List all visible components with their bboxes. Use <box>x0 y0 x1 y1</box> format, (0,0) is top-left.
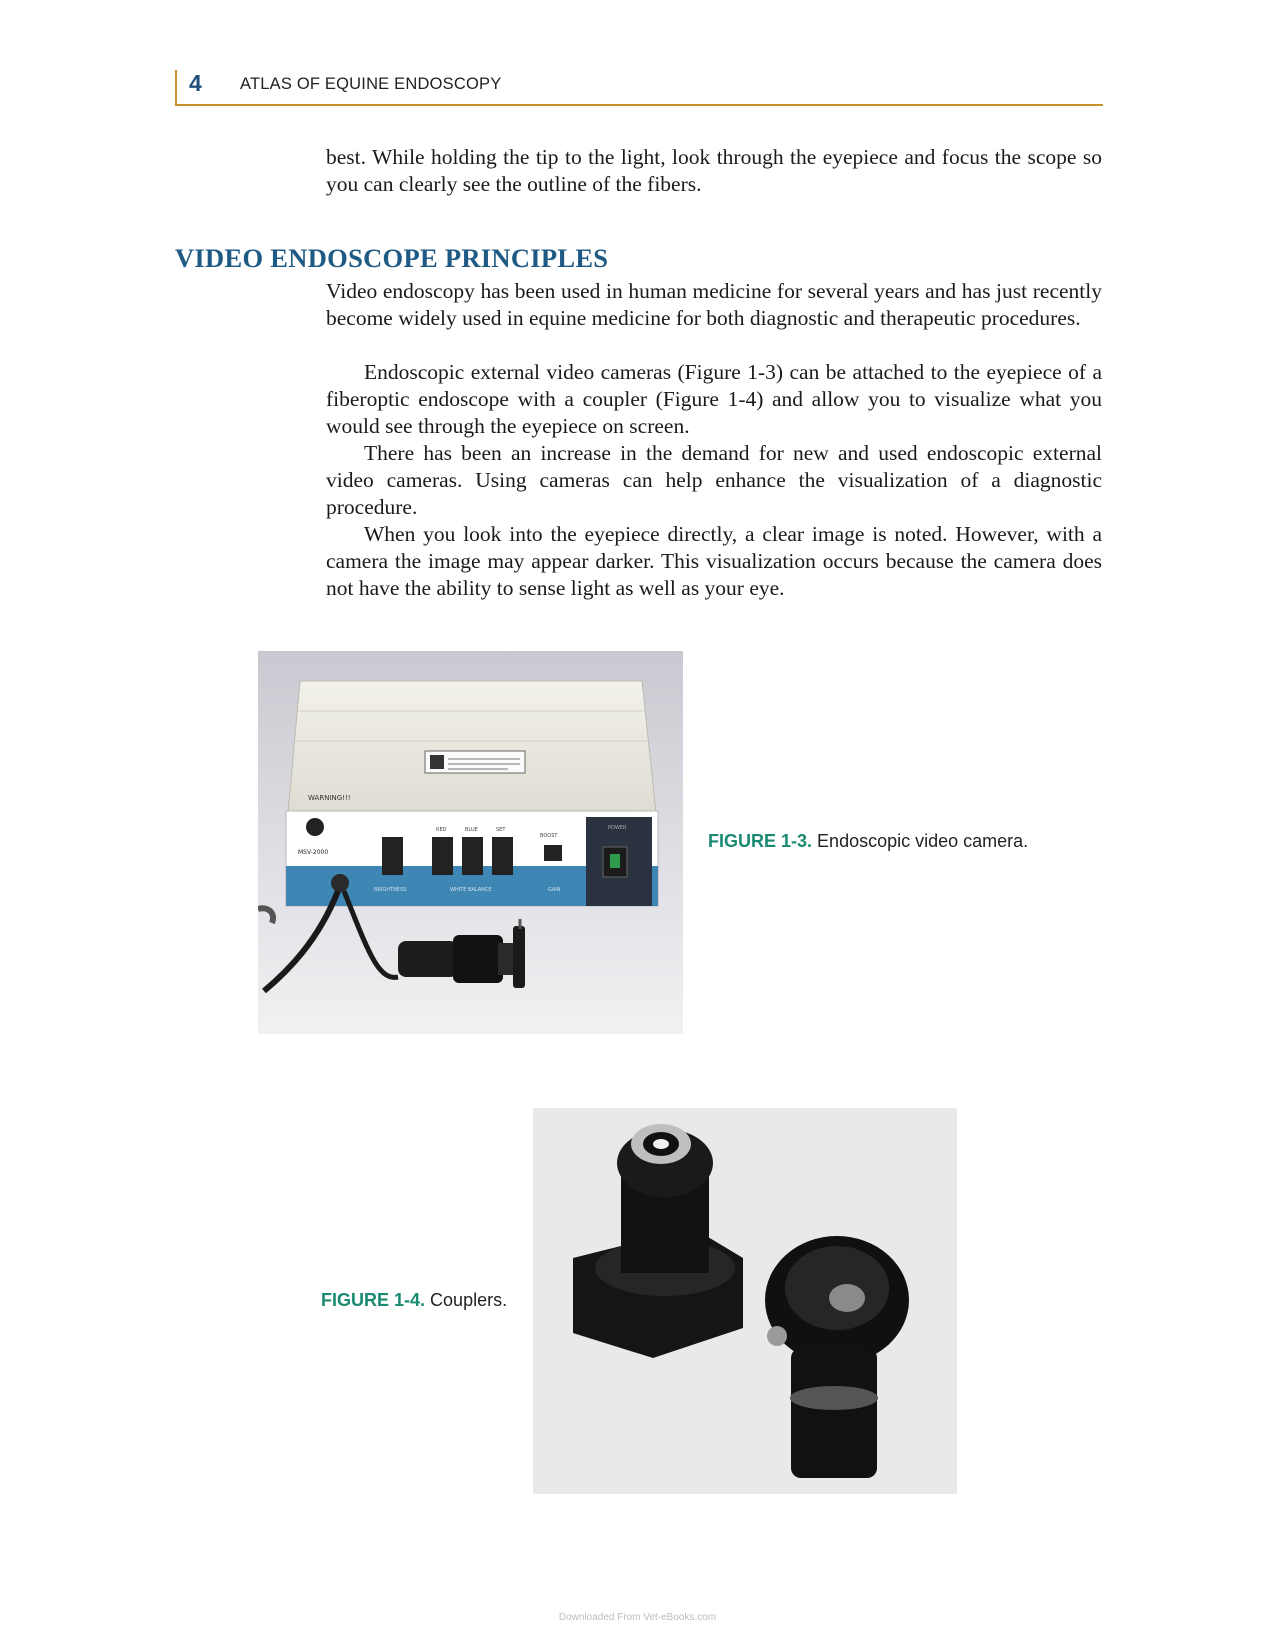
body-paragraph: When you look into the eyepiece directly, a clear image is noted. However, with a camera the image may appear darker. This visualization occurs because the camera does not have the ability to sense light as well as your eye. <box>326 522 1102 600</box>
svg-text:BOOST: BOOST <box>540 833 558 839</box>
svg-text:BLUE: BLUE <box>465 827 478 833</box>
svg-text:RED: RED <box>436 827 447 833</box>
figure-1-4-caption <box>321 1290 507 1311</box>
page-number: 4 <box>189 70 202 96</box>
svg-text:GAIN: GAIN <box>548 887 561 893</box>
warning-label: WARNING!!! <box>308 794 351 802</box>
figure-1-3-caption <box>708 831 1028 852</box>
download-watermark: Downloaded From Vet-eBooks.com <box>558 1612 717 1623</box>
svg-text:BRIGHTNESS: BRIGHTNESS <box>374 887 407 893</box>
body-paragraph: Endoscopic external video cameras (Figure 1-3) can be attached to the eyepiece of a fiberoptic endoscope with a coupler (Figure 1-4) and allow you to visualize what you would see through the eyepiece on screen. <box>326 360 1102 438</box>
figure-1-4-label: FIGURE 1-4. <box>321 1290 426 1310</box>
couplers-illustration <box>533 1108 957 1494</box>
running-header <box>175 70 1103 106</box>
svg-text:WHITE BALANCE: WHITE BALANCE <box>450 887 492 893</box>
figure-1-3-caption-text: Endoscopic video camera. <box>817 831 1029 851</box>
running-title: ATLAS OF EQUINE ENDOSCOPY <box>240 75 502 93</box>
section-heading: VIDEO ENDOSCOPE PRINCIPLES <box>175 243 609 273</box>
video-camera-illustration <box>258 651 683 1034</box>
body-paragraph: Video endoscopy has been used in human medicine for several years and has just recently become widely used in equine medicine for both diagnostic and therapeutic procedures. <box>326 279 1102 330</box>
figure-1-4-caption-text: Couplers. <box>430 1290 508 1310</box>
svg-text:SET: SET <box>496 827 506 833</box>
figure-couplers-photo <box>533 1108 957 1494</box>
model-label: MSV-2000 <box>298 849 329 856</box>
continuation-paragraph: best. While holding the tip to the light, look through the eyepiece and focus the scope so you can clearly see the outline of the fibers. <box>326 145 1102 196</box>
body-paragraph: There has been an increase in the demand for new and used endoscopic external video cameras. Using cameras can help enhance the visualization of a diagnostic procedure. <box>326 441 1102 519</box>
svg-text:POWER: POWER <box>608 825 627 831</box>
figure-video-camera-photo <box>258 651 683 1034</box>
figure-1-3-label: FIGURE 1-3. <box>708 831 813 851</box>
